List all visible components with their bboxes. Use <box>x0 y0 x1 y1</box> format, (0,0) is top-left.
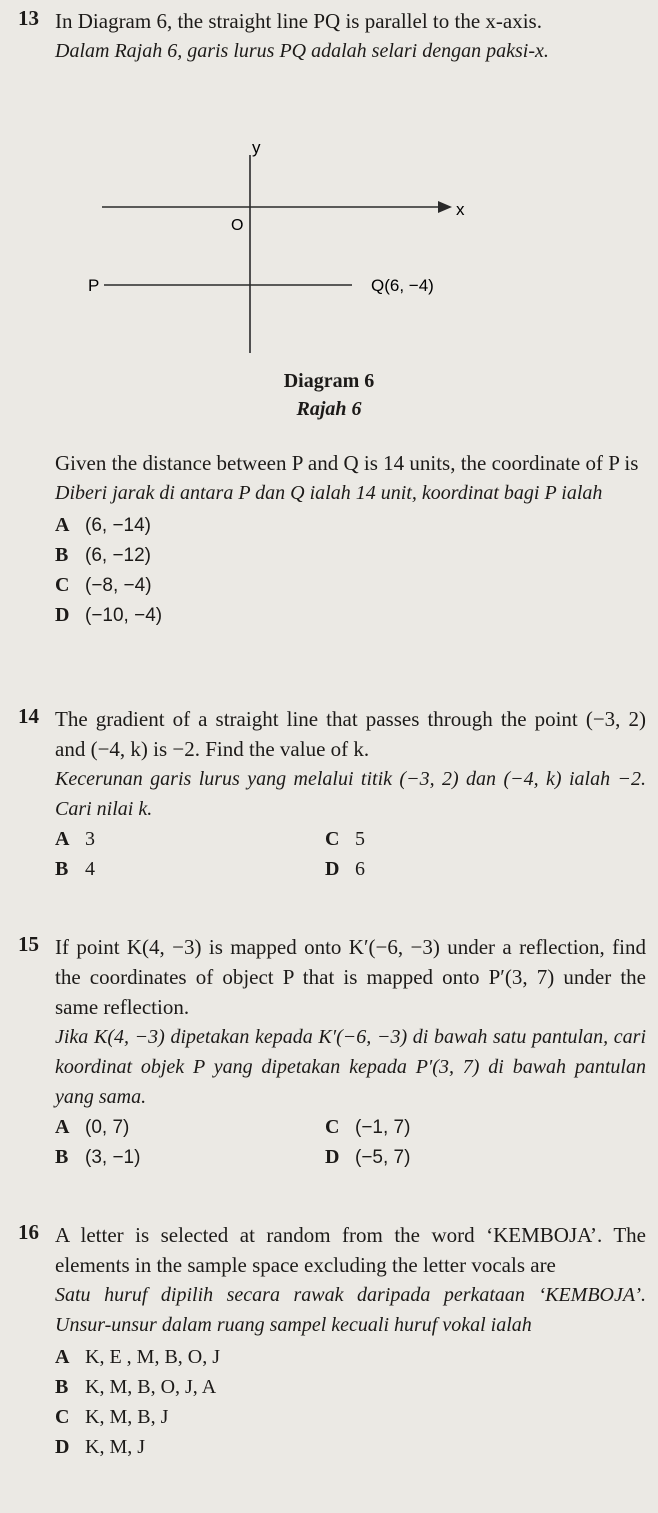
question-15 <box>18 932 646 1172</box>
question-13 <box>18 6 646 66</box>
question-text-ms: Dalam Rajah 6, garis lurus PQ adalah selari dengan paksi-x. <box>55 40 549 62</box>
options-row-1 <box>55 1112 646 1142</box>
options-list <box>55 1342 646 1462</box>
option-d[interactable]: D (−5, 7) <box>325 1146 411 1168</box>
option-b[interactable]: B (6, −12) <box>55 544 152 566</box>
option-a[interactable]: A (6, −14) <box>55 514 152 536</box>
question-number: 16 <box>18 1220 39 1244</box>
option-b[interactable]: B 4 <box>55 858 95 880</box>
question-14 <box>18 704 646 884</box>
options-row-2 <box>55 854 646 884</box>
x-axis-arrow-icon <box>438 201 452 213</box>
option-c[interactable]: C (−1, 7) <box>325 1116 411 1138</box>
diagram-6 <box>80 135 480 365</box>
question-text-en: A letter is selected at random from the word ‘KEMBOJA’. The elements in the sample space excluding the letter vocals are <box>55 1223 646 1277</box>
point-p-label: P <box>88 276 100 295</box>
question-text-en: The gradient of a straight line that passes through the point (−3, 2) and (−4, k) is −2. Find the value of k. <box>55 707 646 761</box>
options-row-2 <box>55 1142 646 1172</box>
question-text-en: In Diagram 6, the straight line PQ is parallel to the x-axis. <box>55 9 542 33</box>
question-text-ms: Satu huruf dipilih secara rawak daripada perkataan ‘KEMBOJA’. Unsur-unsur dalam ruang sampel kecuali huruf vokal ialah <box>55 1284 646 1336</box>
question-text-ms: Kecerunan garis lurus yang melalui titik (−3, 2) dan (−4, k) ialah −2. Cari nilai k. <box>55 768 646 820</box>
option-b[interactable]: B K, M, B, O, J, A <box>55 1376 217 1398</box>
option-c[interactable]: C K, M, B, J <box>55 1406 169 1428</box>
question-13-continued <box>18 448 646 630</box>
option-a[interactable]: A K, E , M, B, O, J <box>55 1346 221 1368</box>
question-number: 14 <box>18 704 39 728</box>
question-text-en: If point K(4, −3) is mapped onto K′(−6, −3) under a reflection, find the coordinates of object P that is mapped onto P′(3, 7) under the same reflection. <box>55 935 646 1019</box>
option-d[interactable]: D K, M, J <box>55 1436 146 1458</box>
diagram-caption-ms: Rajah 6 <box>296 398 362 420</box>
option-a[interactable]: A (0, 7) <box>55 1116 130 1138</box>
option-a[interactable]: A 3 <box>55 828 95 850</box>
question-number: 13 <box>18 6 39 30</box>
option-c[interactable]: C (−8, −4) <box>55 574 152 596</box>
question-text-ms: Jika K(4, −3) dipetakan kepada K′(−6, −3) di bawah satu pantulan, cari koordinat objek P yang dipetakan kepada P′(3, 7) di bawah pantulan yang sama. <box>55 1026 646 1108</box>
options-row-1 <box>55 824 646 854</box>
option-c[interactable]: C 5 <box>325 828 365 850</box>
x-axis-label: x <box>456 200 465 219</box>
given-text-ms: Diberi jarak di antara P dan Q ialah 14 unit, koordinat bagi P ialah <box>55 482 603 504</box>
given-text-en: Given the distance between P and Q is 14 units, the coordinate of P is <box>55 451 639 475</box>
option-d[interactable]: D 6 <box>325 858 365 880</box>
y-axis-label: y <box>252 138 261 157</box>
diagram-caption-en: Diagram 6 <box>283 370 375 392</box>
option-d[interactable]: D (−10, −4) <box>55 604 163 626</box>
option-b[interactable]: B (3, −1) <box>55 1146 141 1168</box>
point-q-label: Q(6, −4) <box>371 276 434 295</box>
options-list <box>55 510 646 630</box>
question-number: 15 <box>18 932 39 956</box>
question-16 <box>18 1220 646 1462</box>
origin-label: O <box>231 217 244 234</box>
